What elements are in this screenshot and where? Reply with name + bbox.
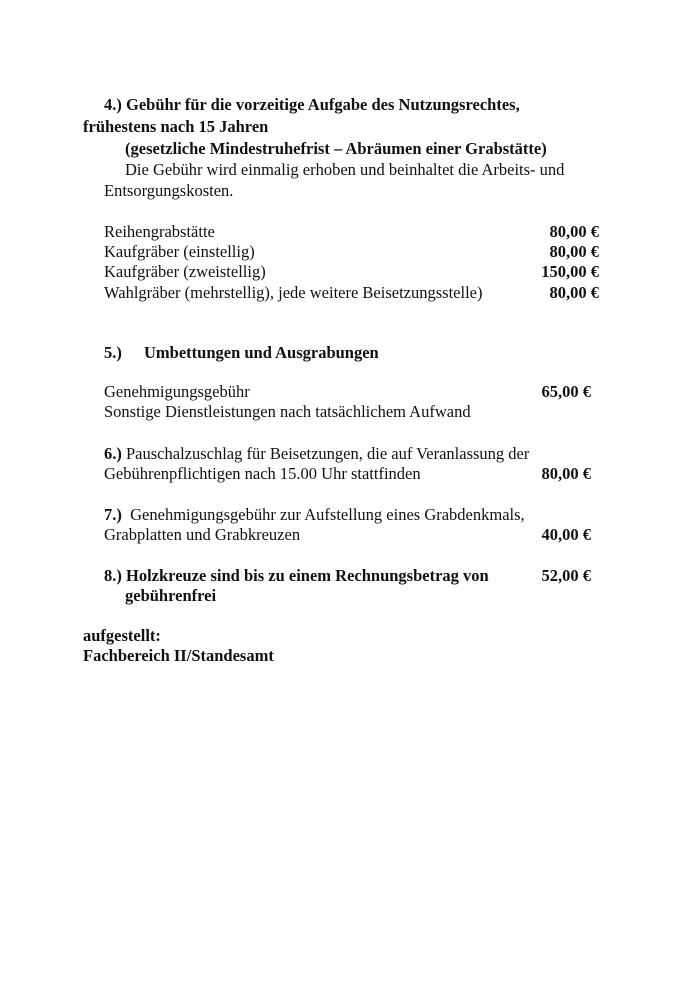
footer-label: aufgestellt: bbox=[83, 626, 161, 645]
fee-amount-wahlgrab: 80,00 € bbox=[549, 283, 599, 302]
section8-amount: 52,00 € bbox=[541, 566, 591, 585]
section6-line1 bbox=[104, 444, 529, 464]
section5-title: Umbettungen und Ausgrabungen bbox=[144, 343, 379, 362]
section4-subheading: (gesetzliche Mindestruhefrist – Abräumen einer Grabstätte) bbox=[125, 139, 547, 158]
section6-amount: 80,00 € bbox=[541, 464, 591, 483]
section6-number: 6.) bbox=[104, 444, 122, 463]
section7-text-line2: Grabplatten und Grabkreuzen bbox=[104, 525, 301, 544]
section4-description-line2: Entsorgungskosten. bbox=[104, 181, 234, 200]
section5-fee-amount: 65,00 € bbox=[541, 382, 591, 401]
section6-text-line1: Pauschalzuschlag für Beisetzungen, die auf Veranlassung der bbox=[126, 444, 530, 463]
section7-amount: 40,00 € bbox=[541, 525, 591, 544]
section4-heading-line1: 4.) Gebühr für die vorzeitige Aufgabe des Nutzungsrechtes, bbox=[104, 95, 520, 114]
fee-label-reihengrab: Reihengrabstätte bbox=[104, 222, 215, 241]
section7-number: 7.) bbox=[104, 505, 122, 524]
fee-amount-kaufgrab-zweistellig: 150,00 € bbox=[541, 262, 599, 281]
fee-amount-reihengrab: 80,00 € bbox=[549, 222, 599, 241]
fee-label-wahlgrab: Wahlgräber (mehrstellig), jede weitere Beisetzungsstelle) bbox=[104, 283, 483, 302]
section5-note: Sonstige Dienstleistungen nach tatsächlichem Aufwand bbox=[104, 402, 471, 421]
section6-text-line2: Gebührenpflichtigen nach 15.00 Uhr stattfinden bbox=[104, 464, 421, 483]
section4-description-line1: Die Gebühr wird einmalig erhoben und beinhaltet die Arbeits- und bbox=[125, 160, 565, 179]
fee-label-kaufgrab-zweistellig: Kaufgräber (zweistellig) bbox=[104, 262, 266, 281]
section8-text-line1: 8.) Holzkreuze sind bis zu einem Rechnungsbetrag von bbox=[104, 566, 489, 585]
section7-line1 bbox=[104, 505, 525, 525]
section5-number: 5.) bbox=[104, 343, 122, 362]
section7-text-line1: Genehmigungsgebühr zur Aufstellung eines Grabdenkmals, bbox=[130, 505, 525, 524]
section5-fee-label: Genehmigungsgebühr bbox=[104, 382, 250, 401]
section4-heading-line2: frühestens nach 15 Jahren bbox=[83, 117, 269, 136]
section8-text-line2: gebührenfrei bbox=[125, 586, 217, 605]
fee-label-kaufgrab-einstellig: Kaufgräber (einstellig) bbox=[104, 242, 255, 261]
footer-department: Fachbereich II/Standesamt bbox=[83, 646, 274, 665]
fee-amount-kaufgrab-einstellig: 80,00 € bbox=[549, 242, 599, 261]
